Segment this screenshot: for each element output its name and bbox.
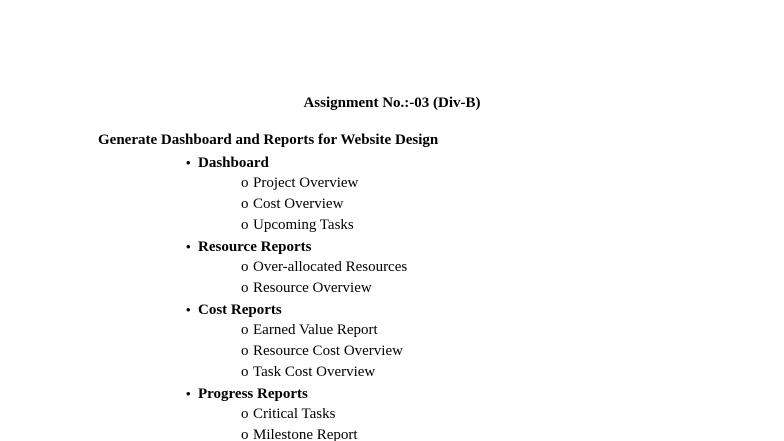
sub-bullet-marker: o	[241, 322, 249, 338]
document-heading: Generate Dashboard and Reports for Website Design	[98, 132, 439, 148]
sub-bullet-marker: o	[241, 175, 249, 191]
section-label: Dashboard	[198, 155, 269, 171]
section-header	[186, 236, 407, 257]
list-item-label: Task Cost Overview	[253, 364, 376, 380]
sub-list	[186, 173, 407, 236]
bullet-icon: •	[186, 155, 191, 170]
section-cost-reports	[186, 299, 407, 383]
report-section-list	[186, 152, 407, 441]
bullet-icon: •	[186, 239, 191, 254]
sub-bullet-marker: o	[241, 196, 249, 212]
section-dashboard	[186, 152, 407, 236]
section-progress-reports	[186, 383, 407, 441]
list-item	[241, 425, 407, 441]
sub-bullet-marker: o	[241, 406, 249, 422]
section-resource-reports	[186, 236, 407, 299]
list-item	[241, 320, 407, 341]
list-item-label: Milestone Report	[253, 427, 358, 441]
list-item	[241, 215, 407, 236]
sub-bullet-marker: o	[241, 343, 249, 359]
page-title: Assignment No.:-03 (Div-B)	[303, 95, 481, 111]
list-item	[241, 257, 407, 278]
sub-bullet-marker: o	[241, 217, 249, 233]
list-item-label: Cost Overview	[253, 196, 344, 212]
list-item-label: Over-allocated Resources	[253, 259, 408, 275]
sub-list	[186, 257, 407, 299]
sub-bullet-marker: o	[241, 259, 249, 275]
list-item-label: Resource Overview	[253, 280, 372, 296]
section-header	[186, 299, 407, 320]
list-item-label: Upcoming Tasks	[253, 217, 354, 233]
bullet-icon: •	[186, 386, 191, 401]
section-header	[186, 152, 407, 173]
section-label: Progress Reports	[198, 386, 308, 402]
sub-list	[186, 404, 407, 441]
sub-bullet-marker: o	[241, 427, 249, 441]
list-item-label: Critical Tasks	[253, 406, 336, 422]
section-label: Cost Reports	[198, 302, 282, 318]
list-item	[241, 173, 407, 194]
list-item-label: Resource Cost Overview	[253, 343, 403, 359]
sub-list	[186, 320, 407, 383]
list-item	[241, 278, 407, 299]
list-item	[241, 194, 407, 215]
sub-bullet-marker: o	[241, 364, 249, 380]
section-label: Resource Reports	[198, 239, 312, 255]
bullet-icon: •	[186, 302, 191, 317]
list-item	[241, 362, 407, 383]
section-header	[186, 383, 407, 404]
list-item-label: Earned Value Report	[253, 322, 378, 338]
list-item	[241, 341, 407, 362]
list-item	[241, 404, 407, 425]
sub-bullet-marker: o	[241, 280, 249, 296]
list-item-label: Project Overview	[253, 175, 359, 191]
